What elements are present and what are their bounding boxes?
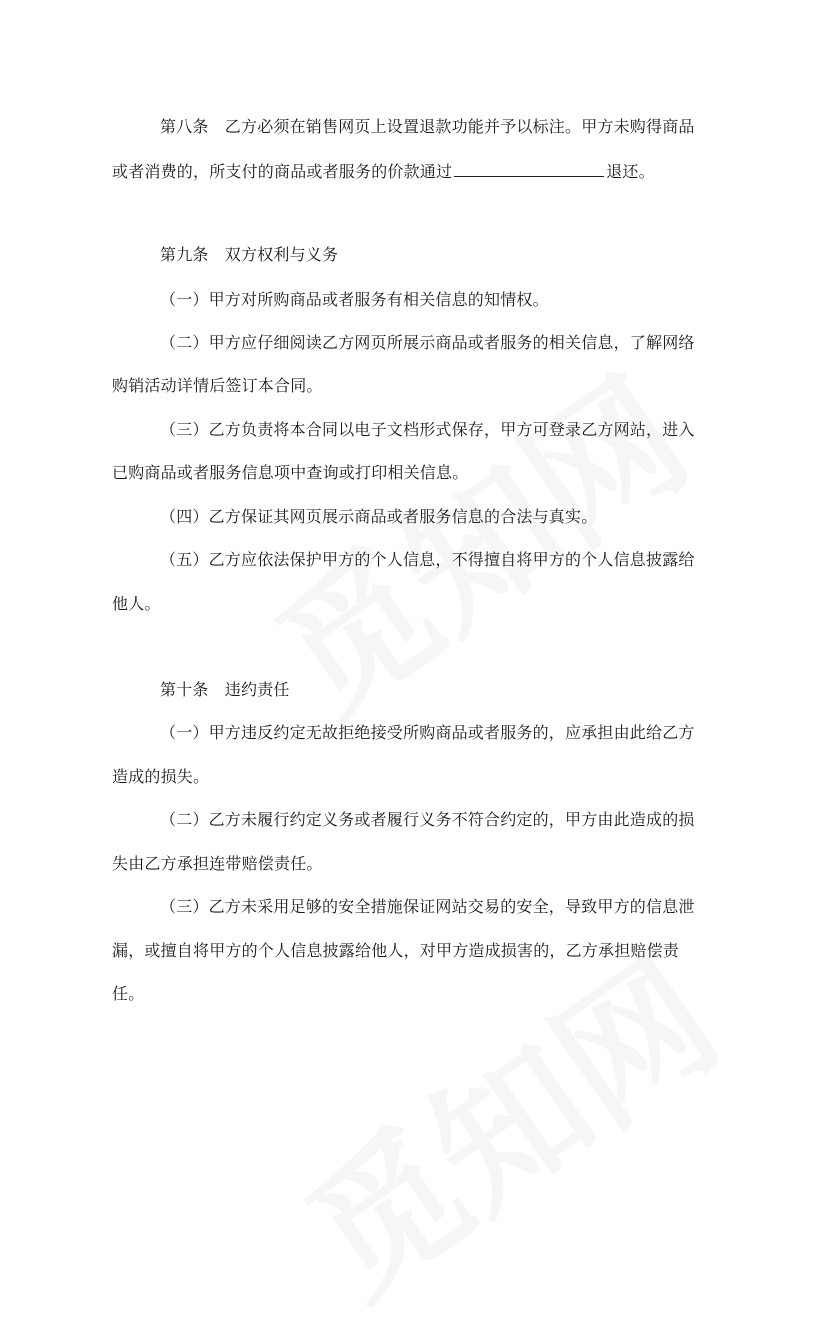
refund-method-blank (454, 160, 604, 177)
article8-line2 (112, 160, 655, 182)
article9-item3-line2: 已购商品或者服务信息项中查询或打印相关信息。 (112, 463, 469, 482)
article8-line2-end: 退还。 (606, 162, 655, 181)
article9-item3-line1: （三）乙方负责将本合同以电子文档形式保存，甲方可登录乙方网站，进入 (160, 420, 695, 439)
article9-item4: （四）乙方保证其网页展示商品或者服务信息的合法与真实。 (160, 507, 598, 526)
article9-item2-line2: 购销活动详情后签订本合同。 (112, 376, 323, 395)
article8-line2-text: 或者消费的，所支付的商品或者服务的价款通过 (112, 162, 453, 181)
article10-item1-line1: （一）甲方违反约定无故拒绝接受所购商品或者服务的，应承担由此给乙方 (160, 723, 695, 742)
article9-title: 第九条 双方权利与义务 (160, 245, 339, 264)
article10-item1-line2: 造成的损失。 (112, 767, 210, 786)
article10-item2-line1: （二）乙方未履行约定义务或者履行义务不符合约定的，甲方由此造成的损 (160, 810, 695, 829)
watermark-bottom (259, 900, 752, 1335)
article9-item5-line2: 他人。 (112, 594, 161, 613)
article9-item2-line1: （二）甲方应仔细阅读乙方网页所展示商品或者服务的相关信息，了解网络 (160, 333, 695, 352)
article10-title: 第十条 违约责任 (160, 680, 290, 699)
article10-item2-line2: 失由乙方承担连带赔偿责任。 (112, 854, 323, 873)
article10-item3-line1: （三）乙方未采用足够的安全措施保证网站交易的安全，导致甲方的信息泄 (160, 897, 695, 916)
article10-item3-line2: 漏，或擅自将甲方的个人信息披露给他人，对甲方造成损害的，乙方承担赔偿责 (112, 941, 680, 960)
article9-item5-line1: （五）乙方应依法保护甲方的个人信息，不得擅自将甲方的个人信息披露给 (160, 550, 695, 569)
article10-item3-line3: 任。 (112, 984, 145, 1003)
article9-item1: （一）甲方对所购商品或者服务有相关信息的知情权。 (160, 290, 549, 309)
article8-line1: 第八条 乙方必须在销售网页上设置退款功能并予以标注。甲方未购得商品 (160, 117, 695, 136)
